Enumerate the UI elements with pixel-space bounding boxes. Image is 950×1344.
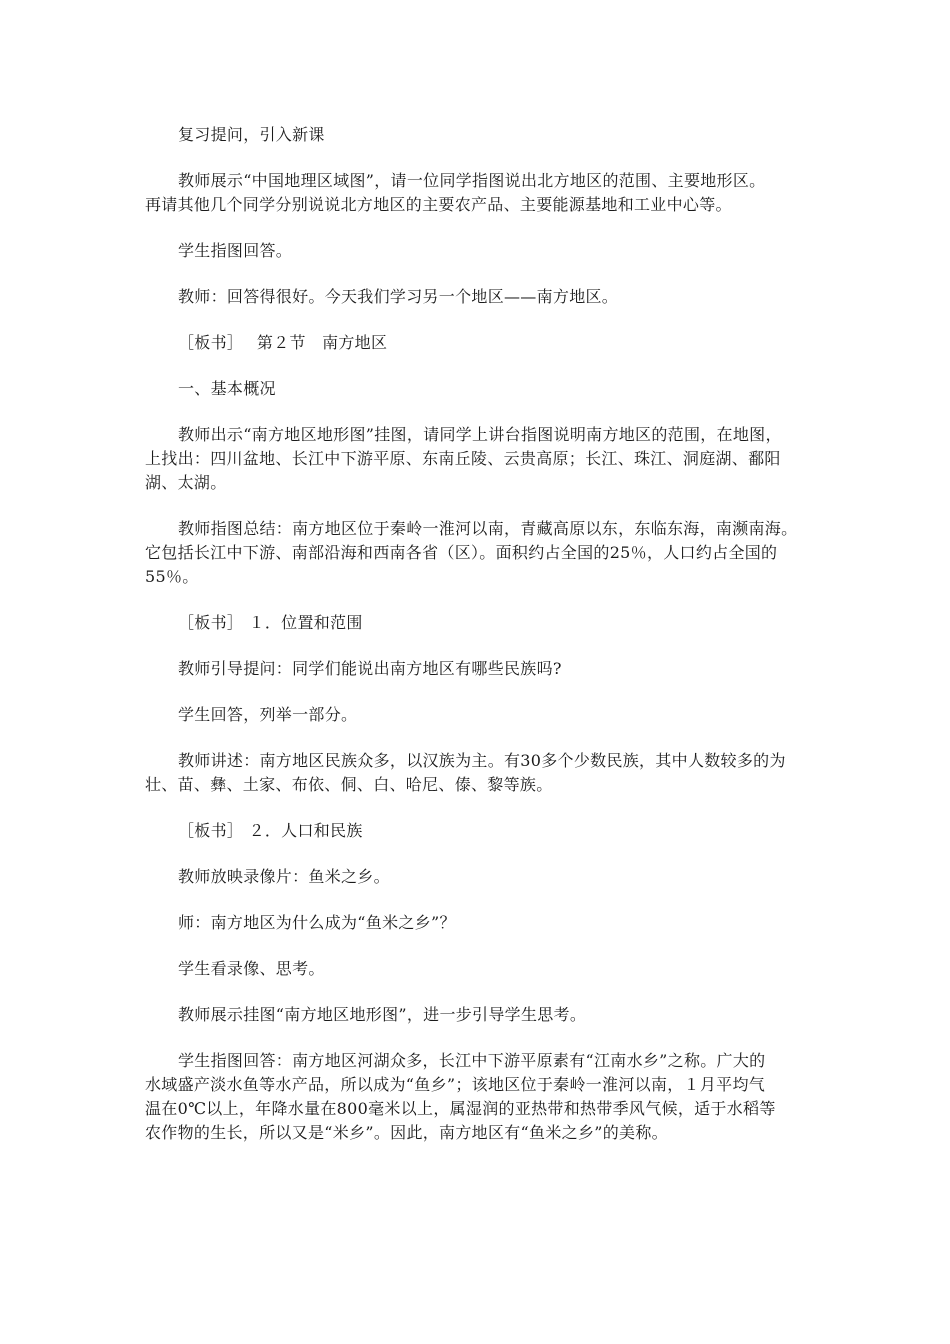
paragraph-teacher-ethnic-groups bbox=[145, 749, 810, 797]
text-line: 壮、苗、彝、土家、布依、侗、白、哈尼、傣、黎等族。 bbox=[145, 775, 553, 794]
text-line: 教师展示挂图“南方地区地形图”，进一步引导学生思考。 bbox=[178, 1005, 587, 1024]
text-line: 教师：回答得很好。今天我们学习另一个地区——南方地区。 bbox=[178, 287, 619, 306]
paragraph-teacher-terrain-map bbox=[145, 423, 810, 495]
text-line: 学生回答，列举一部分。 bbox=[178, 705, 358, 724]
text-line: 教师放映录像片：鱼米之乡。 bbox=[178, 867, 390, 886]
text-line: 温在0℃以上，年降水量在800毫米以上，属湿润的亚热带和热带季风气候，适于水稻等 bbox=[145, 1099, 776, 1118]
text-line: 学生指图回答。 bbox=[178, 241, 293, 260]
paragraph-teacher-intro bbox=[145, 285, 810, 309]
text-line: 教师指图总结：南方地区位于秦岭一淮河以南，青藏高原以东，东临东海，南濒南海。 bbox=[178, 519, 798, 538]
text-line: 学生看录像、思考。 bbox=[178, 959, 325, 978]
paragraph-student-explanation bbox=[145, 1049, 810, 1145]
paragraph-teacher-shows-map bbox=[145, 169, 810, 217]
paragraph-heading-overview bbox=[145, 377, 810, 401]
text-line: 一、基本概况 bbox=[178, 379, 276, 398]
paragraph-student-list bbox=[145, 703, 810, 727]
text-line: 学生指图回答：南方地区河湖众多，长江中下游平原素有“江南水乡”之称。广大的 bbox=[178, 1051, 766, 1070]
text-line: 教师出示“南方地区地形图”挂图，请同学上讲台指图说明南方地区的范围，在地图， bbox=[178, 425, 782, 444]
paragraph-board-population bbox=[145, 819, 810, 843]
paragraph-teacher-summary bbox=[145, 517, 810, 589]
document-body bbox=[145, 123, 810, 1167]
paragraph-student-think bbox=[145, 957, 810, 981]
text-line: 教师讲述：南方地区民族众多，以汉族为主。有30多个少数民族，其中人数较多的为 bbox=[178, 751, 786, 770]
text-line: ［板书］ ２．人口和民族 bbox=[178, 821, 363, 840]
paragraph-teacher-guide bbox=[145, 1003, 810, 1027]
paragraph-teacher-question-ethnic bbox=[145, 657, 810, 681]
text-line: 再请其他几个同学分别说说北方地区的主要农产品、主要能源基地和工业中心等。 bbox=[145, 195, 732, 214]
text-line: 水域盛产淡水鱼等水产品，所以成为“鱼乡”；该地区位于秦岭一淮河以南，１月平均气 bbox=[145, 1075, 766, 1094]
paragraph-board-section-title bbox=[145, 331, 810, 355]
text-line: 师：南方地区为什么成为“鱼米之乡”？ bbox=[178, 913, 456, 932]
text-line: 55％。 bbox=[145, 567, 199, 586]
paragraph-board-location bbox=[145, 611, 810, 635]
paragraph-teacher-question-fish-rice bbox=[145, 911, 810, 935]
text-line: 农作物的生长，所以又是“米乡”。因此，南方地区有“鱼米之乡”的美称。 bbox=[145, 1123, 668, 1142]
text-line: ［板书］ １．位置和范围 bbox=[178, 613, 363, 632]
paragraph-teacher-video bbox=[145, 865, 810, 889]
paragraph-student-answers bbox=[145, 239, 810, 263]
text-line: 湖、太湖。 bbox=[145, 473, 227, 492]
text-line: ［板书］ 第２节 南方地区 bbox=[178, 333, 388, 352]
paragraph-review-question bbox=[145, 123, 810, 147]
text-line: 上找出：四川盆地、长江中下游平原、东南丘陵、云贵高原；长江、珠江、洞庭湖、鄱阳 bbox=[145, 449, 781, 468]
text-line: 教师引导提问：同学们能说出南方地区有哪些民族吗? bbox=[178, 659, 562, 678]
text-line: 教师展示“中国地理区域图”，请一位同学指图说出北方地区的范围、主要地形区。 bbox=[178, 171, 766, 190]
text-line: 复习提问，引入新课 bbox=[178, 125, 325, 144]
text-line: 它包括长江中下游、南部沿海和西南各省（区）。面积约占全国的25％，人口约占全国的 bbox=[145, 543, 778, 562]
